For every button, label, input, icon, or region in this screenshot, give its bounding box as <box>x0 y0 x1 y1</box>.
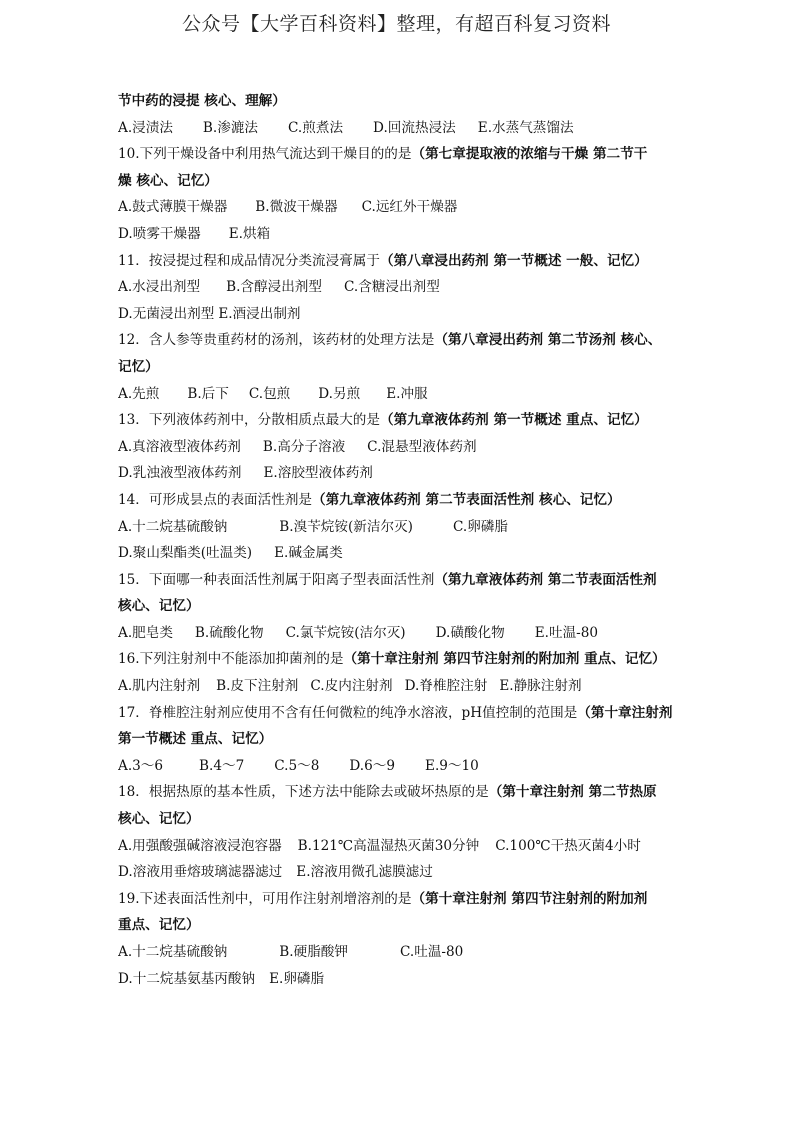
answer-option: C.煎煮法 <box>288 119 344 136</box>
answer-option: E.9～10 <box>425 757 479 774</box>
answer-option: B.硫酸化物 <box>194 624 264 641</box>
answer-options-line <box>118 966 678 993</box>
answer-option: B.含醇浸出剂型 <box>226 279 322 296</box>
answer-options-line <box>118 540 678 567</box>
question-text: 19.下述表面活性剂中，可用作注射剂增溶剂的是 <box>118 890 412 907</box>
answer-option: C.含糖浸出剂型 <box>343 279 440 296</box>
chapter-reference: （第八章浸出药剂 第一节概述 一般、记忆） <box>379 252 648 269</box>
question-line <box>118 886 678 913</box>
answer-option: E.冲服 <box>386 385 428 402</box>
question-line <box>118 806 678 833</box>
answer-option: E.静脉注射剂 <box>499 678 582 695</box>
question-line <box>118 912 678 939</box>
answer-option: A.鼓式薄膜干燥器 <box>118 199 228 216</box>
chapter-reference: （第十章注射剂 第四节注射剂的附加剂 重点、记忆） <box>343 651 666 668</box>
question-line <box>118 327 678 354</box>
answer-options-line <box>118 753 678 780</box>
chapter-reference: 重点、记忆） <box>118 917 200 934</box>
answer-option: D.回流热浸法 <box>373 119 456 136</box>
answer-option: D.磺酸化物 <box>435 624 505 641</box>
question-line <box>118 248 678 275</box>
answer-option: B.4～7 <box>199 757 245 774</box>
answer-options-line <box>118 620 678 647</box>
chapter-reference: （第八章浸出药剂 第二节汤剂 核心、 <box>434 332 662 349</box>
answer-options-line <box>118 514 678 541</box>
answer-options-line <box>118 274 678 301</box>
answer-options-line <box>118 859 678 886</box>
chapter-reference: （第九章液体药剂 第二节表面活性剂 <box>434 571 657 588</box>
answer-option: E.溶液用微孔滤膜滤过 <box>296 864 433 881</box>
question-line <box>118 779 678 806</box>
question-line <box>118 141 678 168</box>
chapter-reference: 核心、记忆） <box>118 811 200 828</box>
answer-option: A.真溶液型液体药剂 <box>118 438 241 455</box>
question-line <box>118 88 678 115</box>
chapter-reference: （第十章注射剂 第二节热原 <box>488 784 657 801</box>
answer-option: A.肌内注射剂 <box>118 678 201 695</box>
question-text: 10.下列干燥设备中利用热气流达到干燥目的的是 <box>118 146 412 163</box>
question-text: 14．可形成昙点的表面活性剂是 <box>118 491 313 508</box>
question-text: 17．脊椎腔注射剂应使用不含有任何微粒的纯净水溶液，pH值控制的范围是 <box>118 704 578 721</box>
answer-option: C.5～8 <box>274 757 320 774</box>
answer-option: A.十二烷基硫酸钠 <box>118 518 228 535</box>
question-line <box>118 487 678 514</box>
answer-option: A.3～6 <box>118 757 164 774</box>
chapter-reference: 节中药的浸提 核心、理解） <box>118 93 286 109</box>
chapter-reference: （第七章提取液的浓缩与干燥 第二节干 <box>411 146 648 163</box>
answer-option: A.用强酸强碱溶液浸泡容器 <box>118 837 282 854</box>
answer-option: E.烘箱 <box>228 225 271 242</box>
answer-option: A.肥皂类 <box>118 624 173 641</box>
chapter-reference: （第九章液体药剂 第二节表面活性剂 核心、记忆） <box>312 491 621 508</box>
answer-option: D.乳浊液型液体药剂 <box>118 465 242 482</box>
question-text: 12．含人参等贵重药材的汤剂，该药材的处理方法是 <box>118 332 435 349</box>
answer-option: A.浸渍法 <box>118 119 173 136</box>
answer-options-line <box>118 301 678 328</box>
answer-option: D.溶液用垂熔玻璃滤器滤过 <box>118 864 283 881</box>
answer-options-line <box>118 194 678 221</box>
answer-option: E.溶胶型液体药剂 <box>263 465 373 482</box>
answer-option: D.聚山梨酯类(吐温类) <box>118 545 253 562</box>
question-line <box>118 407 678 434</box>
answer-option: D.脊椎腔注射 <box>404 678 488 695</box>
question-line <box>118 567 678 594</box>
answer-option: A.十二烷基硫酸钠 <box>118 944 228 960</box>
answer-option: C.皮内注射剂 <box>310 678 393 695</box>
question-line <box>118 726 678 753</box>
question-text: 18．根据热原的基本性质，下述方法中能除去或破坏热原的是 <box>118 784 489 801</box>
question-line <box>118 168 678 195</box>
answer-option: C.氯苄烷铵(洁尔灭) <box>285 624 406 641</box>
chapter-reference: （第九章液体药剂 第一节概述 重点、记忆） <box>379 412 648 429</box>
answer-option: B.微波干燥器 <box>255 199 338 216</box>
answer-option: A.先煎 <box>118 385 160 402</box>
answer-options-line <box>118 939 678 966</box>
answer-option: B.溴苄烷铵(新洁尔灭) <box>279 518 413 535</box>
answer-option: C.远红外干燥器 <box>361 199 458 216</box>
answer-option: D.喷雾干燥器 <box>118 225 201 242</box>
answer-options-line <box>118 833 678 860</box>
answer-option: E.卵磷脂 <box>269 970 325 987</box>
answer-option: C.100℃干热灭菌4小时 <box>495 837 641 854</box>
answer-option: B.皮下注射剂 <box>216 678 299 695</box>
answer-option: D.另煎 <box>318 385 361 402</box>
chapter-reference: 第一节概述 重点、记忆） <box>118 731 273 748</box>
chapter-reference: （第十章注射剂 第四节注射剂的附加剂 <box>411 890 648 907</box>
answer-options-line <box>118 460 678 487</box>
answer-option: E.酒浸出制剂 <box>218 305 301 322</box>
question-text: 13．下列液体药剂中，分散相质点最大的是 <box>118 412 380 429</box>
answer-option: A.水浸出剂型 <box>118 279 201 296</box>
answer-options-line <box>118 673 678 700</box>
answer-option: B.高分子溶液 <box>262 438 346 455</box>
answer-options-line <box>118 221 678 248</box>
answer-option: E.吐温-80 <box>534 624 599 641</box>
question-line <box>118 646 678 673</box>
question-text: 16.下列注射剂中不能添加抑菌剂的是 <box>118 651 344 668</box>
answer-option: B.硬脂酸钾 <box>279 944 348 960</box>
answer-options-line <box>118 434 678 461</box>
answer-option: D.无菌浸出剂型 <box>118 305 215 322</box>
chapter-reference: 核心、记忆） <box>118 598 200 615</box>
answer-option: C.吐温-80 <box>399 944 464 960</box>
document-body <box>118 88 678 992</box>
answer-option: C.包煎 <box>248 385 291 402</box>
answer-options-line <box>118 115 678 142</box>
question-text: 15．下面哪一种表面活性剂属于阳离子型表面活性剂 <box>118 571 435 588</box>
answer-option: C.卵磷脂 <box>452 518 508 535</box>
question-text: 11．按浸提过程和成品情况分类流浸膏属于 <box>118 252 380 269</box>
question-line <box>118 700 678 727</box>
answer-option: B.渗漉法 <box>202 119 259 136</box>
answer-option: C.混悬型液体药剂 <box>367 438 477 455</box>
answer-option: D.十二烷基氨基丙酸钠 <box>118 970 256 987</box>
answer-options-line <box>118 381 678 408</box>
answer-option: B.121℃高温湿热灭菌30分钟 <box>297 837 480 854</box>
answer-option: E.水蒸气蒸馏法 <box>477 119 574 136</box>
chapter-reference: 记忆） <box>118 358 159 375</box>
page-header: 公众号【大学百科资料】整理，有超百科复习资料 <box>181 13 611 35</box>
answer-option: B.后下 <box>187 385 229 402</box>
question-line <box>118 593 678 620</box>
answer-option: D.6～9 <box>349 757 396 774</box>
question-line <box>118 354 678 381</box>
chapter-reference: 燥 核心、记忆） <box>118 172 218 189</box>
answer-option: E.碱金属类 <box>274 545 343 562</box>
chapter-reference: （第十章注射剂 <box>577 704 673 721</box>
